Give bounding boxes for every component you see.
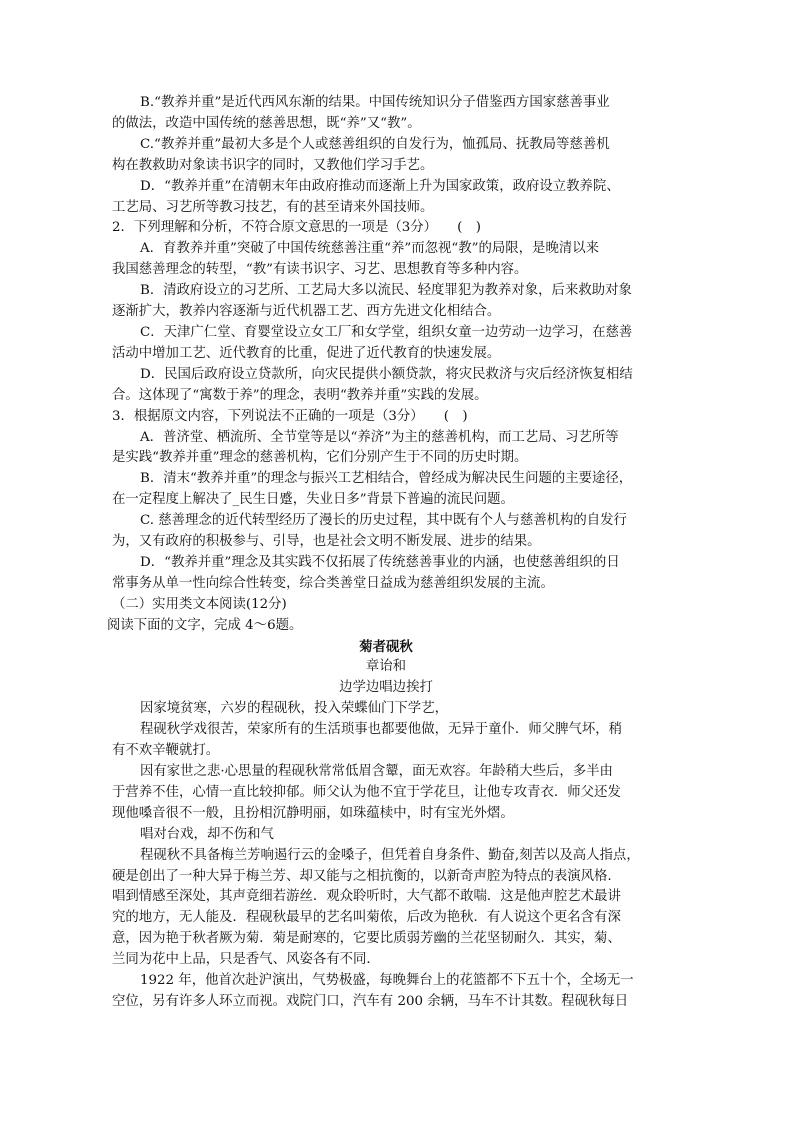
text-line: 3．根据原文内容，下列说法不正确的一项是（3分） ( ) xyxy=(112,408,468,424)
text-line: 意，因为艳于秋者厥为菊．菊是耐寒的，它要比质弱芳幽的兰花坚韧耐久．其实，菊、 xyxy=(112,931,621,947)
text-line: A．普济堂、栖流所、全节堂等是以“养济”为主的慈善机构，而工艺局、习艺所等 xyxy=(140,429,619,445)
document-page xyxy=(107,93,660,1013)
text-line: B．清末“教养并重”的理念与振兴工艺相结合，曾经成为解决民生问题的主要途径， xyxy=(140,471,633,487)
text-line: 活动中增加工艺、近代教育的比重，促进了近代教育的快速发展。 xyxy=(112,345,501,361)
text-line: 的做法，改造中国传统的慈善思想，既“养”又“教”。 xyxy=(112,115,421,131)
text-line: 因有家世之悲·心思量的程砚秋常常低眉含颦，面无欢容。年龄稍大些后，多半由 xyxy=(140,764,613,779)
text-line: 程砚秋学戏很苦，荣家所有的生活琐事也都要他做，无异于童仆．师父脾气坏，稍 xyxy=(140,722,623,738)
text-line: 是实践“教养并重”理念的慈善机构，它们分别产生于不同的历史时期。 xyxy=(112,450,528,466)
text-line: 空位，另有许多人环立而视。戏院门口，汽车有 200 余辆，马车不计其数。程砚秋每日 xyxy=(112,993,629,1009)
text-line: （二）实用类文本阅读(12分) xyxy=(112,596,287,612)
text-line: 在一定程度上解决了_民生日蹙，失业日多”背景下普遍的流民问题。 xyxy=(112,492,514,508)
text-line: 为，又有政府的积极参与、引导，也是社会文明不断发展、进步的结果。 xyxy=(112,534,541,550)
text-line: 究的地方，无人能及．程砚秋最早的艺名叫菊侬，后改为艳秋．有人说这个更名含有深 xyxy=(112,910,621,926)
text-line: 工艺局、习艺所等教习技艺，有的甚至请来外国技师。 xyxy=(112,199,434,215)
text-line: 唱对台戏，却不伤和气 xyxy=(140,826,274,842)
text-line: D．“教养并重”在清朝末年由政府推动而逐渐上升为国家政策，政府设立教养院、 xyxy=(140,178,620,194)
text-line: 合。这体现了“寓数于养”的理念，表明“教养并重”实践的发展。 xyxy=(112,387,488,403)
text-line: 兰同为花中上品，只是香气、风姿各有不同． xyxy=(112,952,380,968)
text-line: 唱到情感至深处，其声竟细若游丝．观众聆听时，大气都不敢喘．这是他声腔艺术最讲 xyxy=(112,889,621,905)
text-line: D．民国后政府设立贷款所，向灾民提供小额贷款，将灾民救济与灾后经济恢复相结 xyxy=(140,366,633,382)
text-line: B．清政府设立的习艺所、工艺局大多以流民、轻度罪犯为教养对象，后来救助对象 xyxy=(140,283,632,299)
text-line: 于营养不佳，心情一直比较抑郁。师父认为他不宜于学花旦，让他专攻青衣．师父还发 xyxy=(112,784,621,800)
text-line: 硬是创出了一种大异于梅兰芳、却又能与之相抗衡的，以新奇声腔为特点的表演风格． xyxy=(112,868,621,884)
text-line: 2．下列理解和分析，不符合原文意思的一项是（3分） ( ) xyxy=(112,220,481,236)
text-line: 构在教救助对象读书识字的同时，又教他们学习手艺。 xyxy=(112,157,434,173)
text-line: 现他嗓音很不一般，且扮相沉静明丽，如珠蕴椟中，时有宝光外熠。 xyxy=(112,805,514,821)
text-line: B.“教养并重”是近代西风东渐的结果。中国传统知识分子借鉴西方国家慈善事业 xyxy=(140,95,610,110)
text-line: 逐渐扩大，教养内容逐渐与近代机器工艺、西方先进文化相结合。 xyxy=(112,304,501,320)
article-subheading: 章诒和 xyxy=(365,659,407,675)
text-line: C．天津广仁堂、育婴堂设立女工厂和女学堂，组织女童一边劳动一边学习，在慈善 xyxy=(140,324,633,340)
article-subheading: 边学边唱边挨打 xyxy=(339,680,433,696)
text-line: A．育教养并重”突破了中国传统慈善注重“养”而忽视“教”的局限，是晚清以来 xyxy=(140,241,600,257)
text-line: 常事务从单一性向综合性转变，综合类善堂日益成为慈善组织发展的主流。 xyxy=(112,575,554,591)
text-line: 我国慈善理念的转型，“教”有读书识字、习艺、思想教育等多种内容。 xyxy=(112,262,528,278)
text-line: 1922 年，他首次赴沪演出，气势极盛，每晚舞台上的花篮都不下五十个，全场无一 xyxy=(140,973,634,989)
text-line: C. 慈善理念的近代转型经历了漫长的历史过程，其中既有个人与慈善机构的自发行 xyxy=(140,513,627,529)
article-title: 菊者砚秋 xyxy=(359,638,413,655)
text-line: 程砚秋不具备梅兰芳响遏行云的金嗓子，但凭着自身条件、勤奋,刻苦以及高人指点， xyxy=(140,847,640,863)
text-line: 因家境贫寒，六岁的程砚秋，投入荣蝶仙门下学艺， xyxy=(140,701,448,717)
text-line: C.“教养并重”最初大多是个人或慈善组织的自发行为，恤孤局、抚教局等慈善机 xyxy=(140,136,610,152)
text-line: 有不欢辛鞭就打。 xyxy=(112,743,220,759)
text-line: 阅读下面的文字，完成 4～6题。 xyxy=(107,617,303,633)
text-line: D．“教养并重”理念及其实践不仅拓展了传统慈善事业的内涵，也使慈善组织的日 xyxy=(140,554,620,570)
